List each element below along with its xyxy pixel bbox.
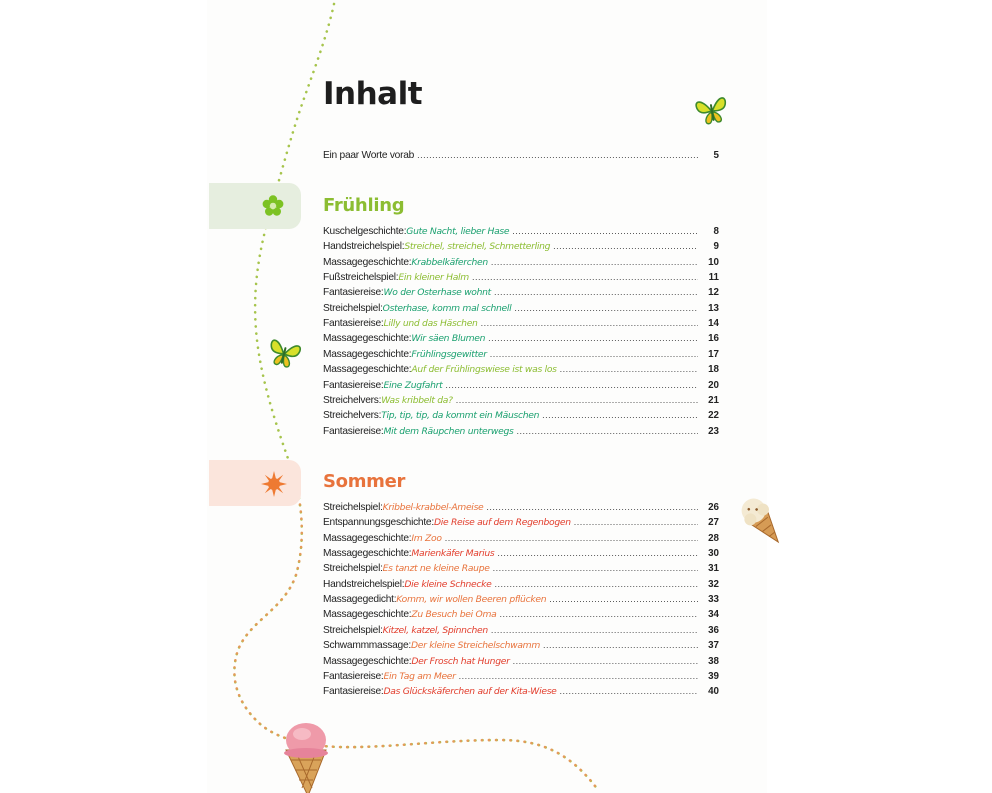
- summer-tab: [209, 460, 301, 506]
- toc-entry-title: Eine Zugfahrt: [383, 379, 443, 391]
- toc-entry[interactable]: [323, 362, 719, 377]
- toc-entry-title: Marienkäfer Marius: [411, 548, 495, 560]
- toc-entry-title: Es tanzt ne kleine Raupe: [382, 563, 490, 575]
- toc-entry[interactable]: [323, 393, 719, 408]
- toc-page-number: 28: [708, 532, 719, 544]
- toc-entry[interactable]: [323, 316, 719, 331]
- page-title: Inhalt: [323, 76, 423, 112]
- dot-leader: [486, 500, 698, 515]
- dot-leader: [445, 378, 698, 393]
- toc-entry-title: Gute Nacht, lieber Hase: [406, 226, 510, 237]
- toc-entry-title: Mit dem Räupchen unterwegs: [383, 425, 514, 437]
- dot-leader: [493, 561, 698, 576]
- toc-page-number: 40: [708, 686, 719, 698]
- toc-entry-title: Ein kleiner Halm: [398, 272, 469, 284]
- toc-entry[interactable]: [323, 669, 719, 684]
- dot-leader: [456, 393, 698, 408]
- toc-entry[interactable]: [323, 255, 719, 270]
- toc-page-number: 32: [708, 578, 719, 590]
- toc-entry-title: Kribbel-krabbel-Ameise: [382, 502, 484, 513]
- toc-entry-label: Massagegeschichte:: [323, 609, 412, 621]
- toc-entry-label: Streichelspiel:: [323, 624, 383, 636]
- toc-page-number: 38: [708, 655, 719, 667]
- dot-leader: [472, 270, 698, 285]
- toc-entry[interactable]: [323, 301, 719, 316]
- toc-entry-label: Fantasiereise:: [323, 686, 384, 698]
- toc-entry-label: Streichelvers:: [323, 394, 382, 406]
- toc-page-number: 39: [708, 670, 719, 682]
- spring-tab: [209, 183, 301, 229]
- toc-entry[interactable]: [323, 515, 719, 530]
- toc-entry[interactable]: [323, 577, 719, 592]
- toc-entry[interactable]: [323, 408, 719, 423]
- toc-page-number: 23: [708, 425, 719, 437]
- dot-leader: [574, 515, 698, 530]
- ice-cream-icon: [278, 718, 334, 793]
- toc-entry-label: Massagegedicht:: [323, 594, 397, 606]
- toc-page-number: 10: [708, 256, 719, 268]
- toc-entry[interactable]: [323, 500, 719, 515]
- flower-icon: [261, 194, 285, 218]
- dot-leader: [514, 301, 698, 316]
- toc-entry[interactable]: [323, 638, 719, 653]
- dot-leader: [560, 362, 698, 377]
- toc-page-number: 37: [708, 640, 719, 652]
- toc-entry-title: Lilly und das Häschen: [383, 318, 478, 330]
- toc-entry-label: Massagegeschichte:: [323, 548, 412, 560]
- toc-entry-title: Kitzel, katzel, Spinnchen: [382, 624, 488, 636]
- dot-leader: [513, 654, 698, 669]
- toc-entry-label: Entspannungsgeschichte:: [323, 517, 434, 529]
- dot-leader: [542, 408, 698, 423]
- toc-entry-label: Fußstreichelspiel:: [323, 272, 399, 284]
- toc-page-number: 9: [713, 241, 719, 253]
- toc-entry-title: Zu Besuch bei Oma: [411, 609, 497, 621]
- dot-leader: [491, 255, 698, 270]
- toc-page-number: 30: [708, 548, 719, 560]
- toc-entry[interactable]: [323, 424, 719, 439]
- dot-leader: [560, 684, 698, 699]
- toc-entry-label: Massagegeschichte:: [323, 364, 412, 376]
- toc-page-number: 18: [708, 364, 719, 376]
- toc-entry-title: Im Zoo: [411, 532, 442, 544]
- butterfly-icon: [694, 93, 730, 129]
- toc-entry-label: Fantasiereise:: [323, 318, 384, 330]
- toc-entry-label: Kuschelgeschichte:: [323, 226, 407, 237]
- toc-entry-label: Massagegeschichte:: [323, 256, 412, 268]
- dot-leader: [490, 347, 698, 362]
- toc-entry-title: Der kleine Streichelschwamm: [410, 640, 540, 652]
- toc-page-number: 31: [708, 563, 719, 575]
- toc-entry-label: Handstreichelspiel:: [323, 578, 405, 590]
- toc-page-number: 13: [708, 302, 719, 314]
- toc-entry-label: Massagegeschichte:: [323, 333, 412, 345]
- toc-entry[interactable]: [323, 378, 719, 393]
- dot-leader: [459, 669, 698, 684]
- toc-entry-label: Massagegeschichte:: [323, 655, 412, 667]
- section-title-summer: Sommer: [323, 471, 406, 492]
- toc-page-number: 14: [708, 318, 719, 330]
- section-title-spring: Frühling: [323, 195, 405, 216]
- toc-page-number: 34: [708, 609, 719, 621]
- toc-entry-title: Was kribbelt da?: [381, 394, 453, 406]
- toc-entry-title: Auf der Frühlingswiese ist was los: [411, 364, 557, 376]
- dot-leader: [543, 638, 698, 653]
- toc-entry-label: Massagegeschichte:: [323, 532, 412, 544]
- dot-leader: [417, 148, 698, 163]
- toc-entry[interactable]: [323, 607, 719, 622]
- toc-entry-title: Wo der Osterhase wohnt: [383, 287, 491, 299]
- toc-entry-title: Die Reise auf dem Regenbogen: [433, 517, 571, 529]
- toc-entry-title: Wir säen Blumen: [411, 333, 486, 345]
- toc-entry-intro[interactable]: [323, 148, 719, 163]
- toc-entry-label: Fantasiereise:: [323, 425, 384, 437]
- toc-entry[interactable]: [323, 239, 719, 254]
- ice-cream-icon: [730, 490, 792, 550]
- toc-entry-title: Krabbelkäferchen: [411, 256, 488, 268]
- toc-entry-label: Streichelspiel:: [323, 563, 383, 575]
- dot-leader: [553, 239, 698, 254]
- butterfly-icon: [265, 336, 303, 372]
- toc-entry[interactable]: [323, 592, 719, 607]
- toc-page-number: 16: [708, 333, 719, 345]
- toc-entry-title: Tip, tip, tip, da kommt ein Mäuschen: [381, 410, 540, 422]
- dot-leader: [445, 531, 698, 546]
- toc-page-number: 27: [708, 517, 719, 529]
- toc-entry-label: Streichelspiel:: [323, 502, 383, 513]
- toc-entry[interactable]: [323, 224, 719, 239]
- toc-page-number: 33: [708, 594, 719, 606]
- dot-leader: [494, 285, 698, 300]
- toc-page-number: 20: [708, 379, 719, 391]
- toc-entry[interactable]: [323, 561, 719, 576]
- toc-entry-label: Handstreichelspiel:: [323, 241, 405, 253]
- toc-entry-title: Komm, wir wollen Beeren pflücken: [396, 594, 547, 606]
- toc-entry[interactable]: [323, 347, 719, 362]
- toc-entry-title: Ein Tag am Meer: [383, 670, 456, 682]
- toc-entry-title: Die kleine Schnecke: [404, 578, 492, 590]
- toc-entry-title: Das Glückskäferchen auf der Kita-Wiese: [383, 686, 557, 698]
- toc-page-number: 36: [708, 624, 719, 636]
- toc-entry[interactable]: [323, 285, 719, 300]
- dot-leader: [481, 316, 698, 331]
- toc-entry-label: Ein paar Worte vorab: [323, 150, 415, 161]
- dot-leader: [497, 546, 698, 561]
- toc-entry-title: Osterhase, komm mal schnell: [382, 302, 512, 314]
- toc-entry-title: Frühlingsgewitter: [411, 348, 487, 360]
- dot-leader: [495, 577, 698, 592]
- toc-entry-label: Streichelvers:: [323, 410, 382, 422]
- toc-entry[interactable]: [323, 654, 719, 669]
- dot-leader: [516, 424, 698, 439]
- toc-entry[interactable]: [323, 684, 719, 699]
- toc-entry[interactable]: [323, 546, 719, 561]
- toc-entry[interactable]: [323, 270, 719, 285]
- toc-entry[interactable]: [323, 331, 719, 346]
- toc-page-number: 26: [708, 502, 719, 513]
- toc-entry-label: Fantasiereise:: [323, 287, 384, 299]
- toc-entry-label: Massagegeschichte:: [323, 348, 412, 360]
- toc-page-number: 17: [708, 348, 719, 360]
- toc-page-number: 21: [708, 394, 719, 406]
- toc-page-number: 8: [713, 226, 719, 237]
- toc-entry[interactable]: [323, 531, 719, 546]
- toc-entry[interactable]: [323, 623, 719, 638]
- toc-entry-title: Streichel, streichel, Schmetterling: [404, 241, 551, 253]
- toc-page-number: 22: [708, 410, 719, 422]
- dot-leader: [488, 331, 698, 346]
- toc-entry-label: Streichelspiel:: [323, 302, 383, 314]
- dot-leader: [499, 607, 698, 622]
- toc-entry-label: Schwammmassage:: [323, 640, 411, 652]
- toc-entry-title: Der Frosch hat Hunger: [411, 655, 510, 667]
- toc-entry-label: Fantasiereise:: [323, 670, 384, 682]
- dot-leader: [491, 623, 698, 638]
- toc-page-number: 11: [708, 272, 719, 284]
- dot-leader: [549, 592, 698, 607]
- toc-entry-label: Fantasiereise:: [323, 379, 384, 391]
- toc-page-number: 5: [713, 150, 719, 161]
- dot-leader: [512, 224, 698, 239]
- sun-icon: [261, 471, 287, 497]
- toc-page-number: 12: [708, 287, 719, 299]
